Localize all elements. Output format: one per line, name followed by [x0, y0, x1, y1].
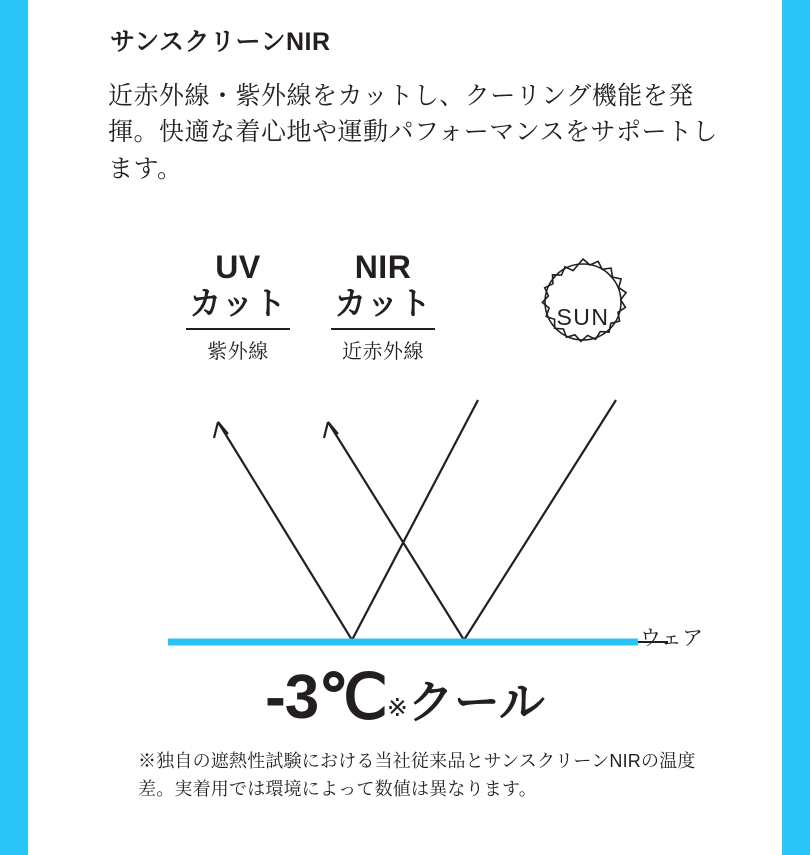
sunscreen-diagram [28, 232, 782, 732]
page-title: サンスクリーンNIR [110, 28, 331, 56]
uv-label-line1: UV [215, 249, 261, 285]
left-accent-bar [0, 0, 28, 855]
temperature-asterisk: ※ [386, 694, 408, 722]
footnote-text: ※独自の遮熱性試験における当社従来品とサンスクリーンNIRの温度差。実着用では環境によって数値は異なります。 [138, 751, 696, 799]
fabric-label: ウェア [640, 627, 704, 650]
temperature-suffix: クール [407, 676, 545, 728]
temperature-value: -3℃ [265, 663, 387, 732]
uv-label-sub: 紫外線 [207, 340, 269, 363]
content-area [28, 0, 782, 855]
uv-label-line2: カット [189, 284, 287, 321]
sun-label: SUN [556, 304, 610, 330]
right-accent-bar [782, 0, 810, 855]
description-text: 近赤外線・紫外線をカットし、クーリング機能を発揮。快適な着心地や運動パフォーマンスをサポートします。 [108, 82, 719, 183]
nir-label-line2: カット [334, 284, 432, 321]
temperature-callout [28, 660, 782, 733]
nir-label-line1: NIR [354, 249, 412, 285]
nir-label-sub: 近赤外線 [342, 340, 424, 363]
